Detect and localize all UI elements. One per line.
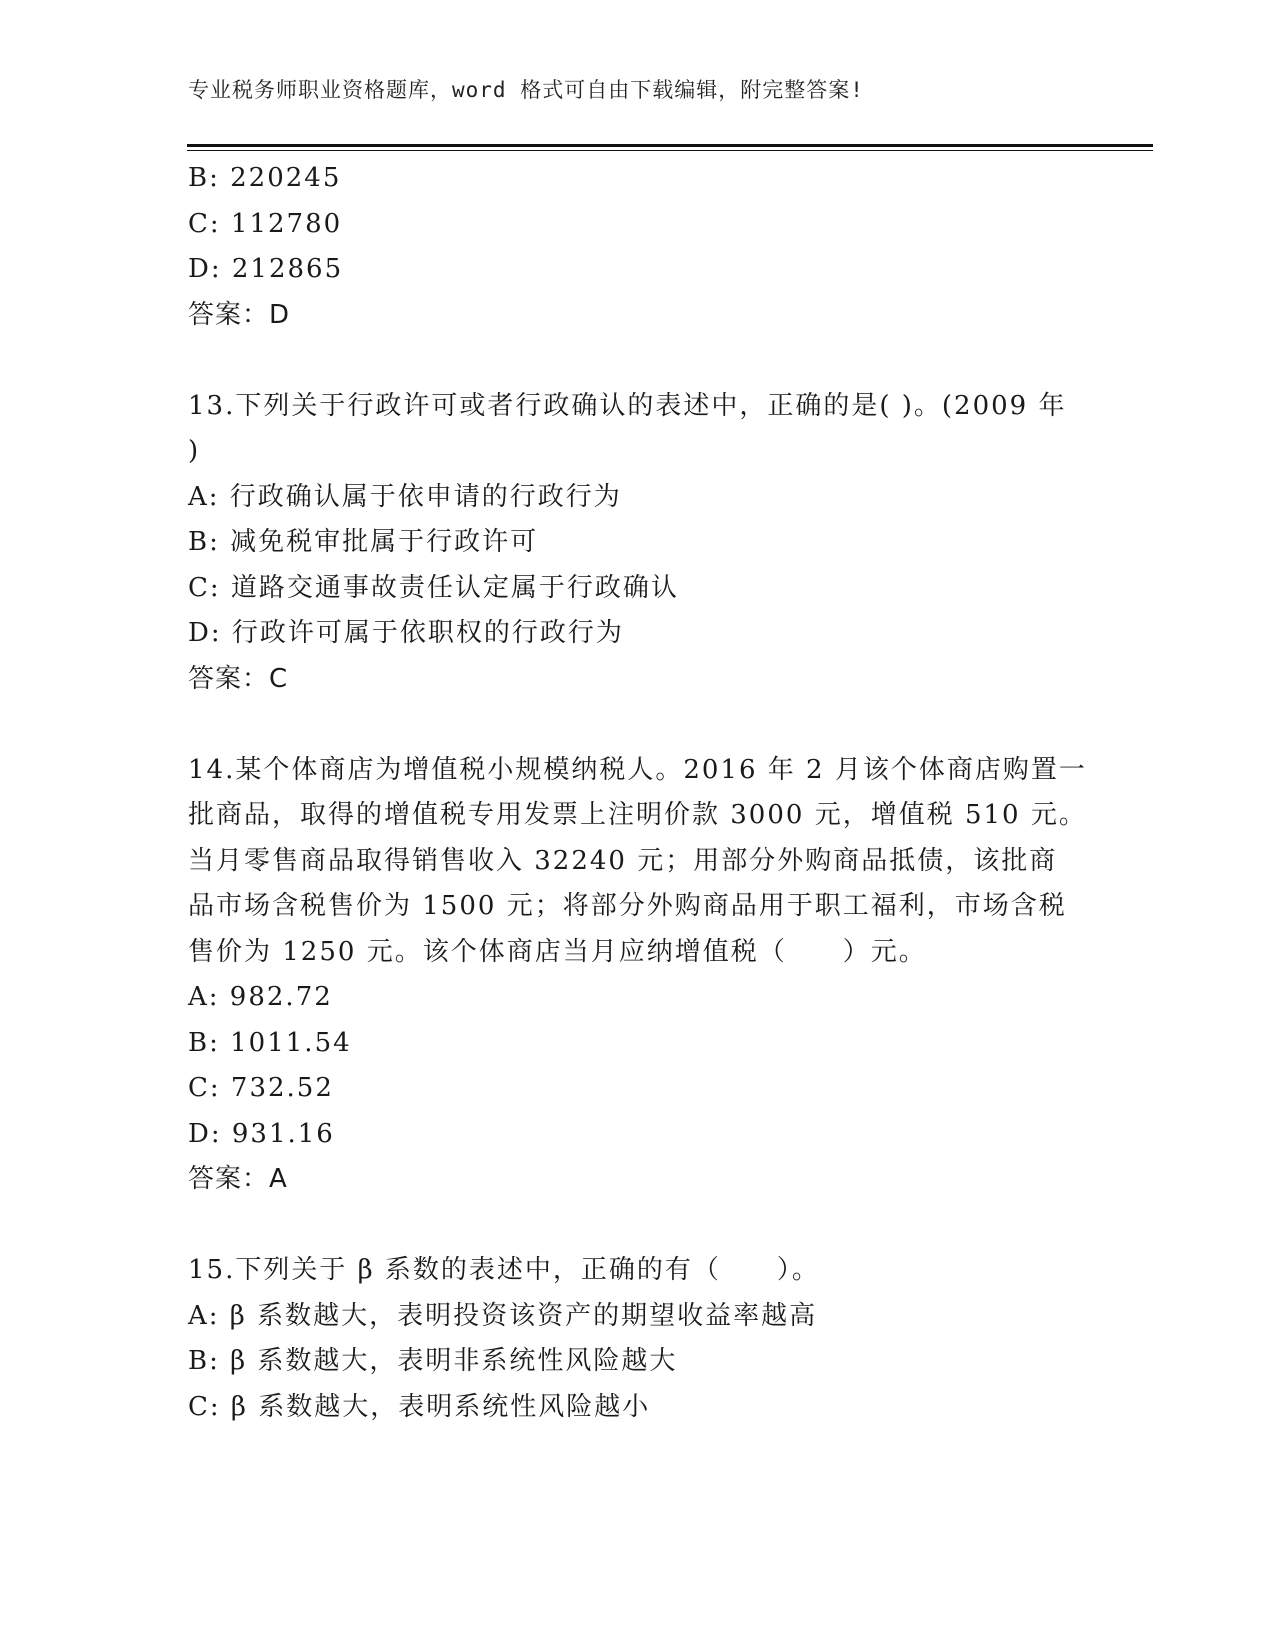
- answer-line: 答案：C: [188, 663, 289, 694]
- page-header: 专业税务师职业资格题库，word 格式可自由下载编辑，附完整答案!: [188, 78, 864, 102]
- question-stem-line: 售价为 1250 元。该个体商店当月应纳增值税（ ）元。: [188, 936, 927, 967]
- question-13: [188, 384, 1088, 703]
- question-stem-line: 品市场含税售价为 1500 元；将部分外购商品用于职工福利，市场含税: [188, 891, 1067, 921]
- option-a: A: 982.72: [188, 982, 333, 1012]
- option-a: A: β 系数越大，表明投资该资产的期望收益率越高: [188, 1300, 818, 1331]
- option-d: D: 931.16: [188, 1118, 335, 1149]
- option-c: C: 道路交通事故责任认定属于行政确认: [188, 572, 679, 603]
- question-stem-line: 14.某个体商店为增值税小规模纳税人。2016 年 2 月该个体商店购置一: [188, 754, 1087, 785]
- question-12-tail: [188, 156, 1088, 338]
- header-rule-thin: [187, 150, 1153, 151]
- document-body: [188, 156, 1088, 1430]
- spacer: [188, 338, 1088, 384]
- question-stem-line: ): [188, 436, 201, 466]
- answer-line: 答案：A: [188, 1164, 288, 1194]
- question-stem-line: 15.下列关于 β 系数的表述中，正确的有（ ）。: [188, 1255, 820, 1285]
- question-stem-line: 当月零售商品取得销售收入 32240 元；用部分外购商品抵债，该批商: [188, 845, 1058, 876]
- spacer: [188, 702, 1088, 748]
- header-rule-thick: [187, 144, 1153, 147]
- option-d: D: 212865: [188, 254, 344, 284]
- answer-line: 答案：D: [188, 299, 291, 330]
- question-stem-line: 批商品，取得的增值税专用发票上注明价款 3000 元，增值税 510 元。: [188, 800, 1087, 830]
- option-b: B: β 系数越大，表明非系统性风险越大: [188, 1346, 678, 1376]
- question-15: [188, 1248, 1088, 1430]
- option-a: A: 行政确认属于依申请的行政行为: [188, 481, 622, 512]
- option-b: B: 减免税审批属于行政许可: [188, 527, 539, 557]
- option-b: B: 220245: [188, 163, 342, 193]
- option-c: C: 112780: [188, 208, 343, 239]
- option-c: C: β 系数越大，表明系统性风险越小: [188, 1391, 651, 1422]
- question-14: [188, 748, 1088, 1203]
- option-c: C: 732.52: [188, 1073, 334, 1103]
- spacer: [188, 1203, 1088, 1249]
- question-stem-line: 13.下列关于行政许可或者行政确认的表述中，正确的是( )。(2009 年: [188, 390, 1067, 421]
- option-b: B: 1011.54: [188, 1027, 352, 1058]
- option-d: D: 行政许可属于依职权的行政行为: [188, 618, 624, 648]
